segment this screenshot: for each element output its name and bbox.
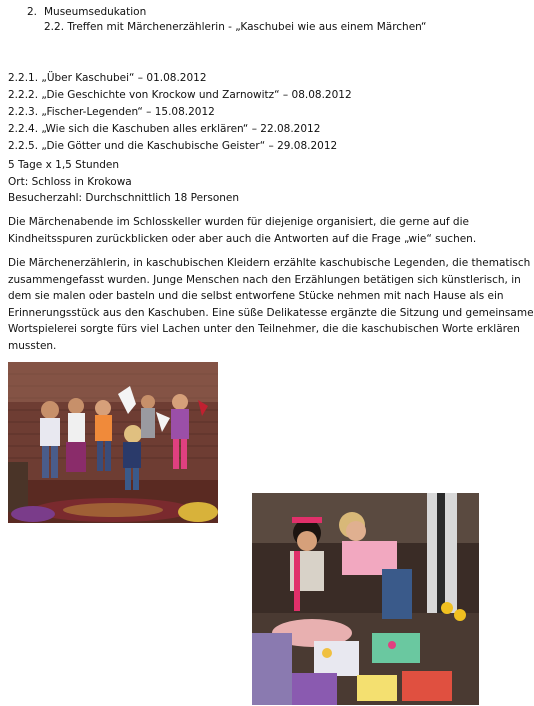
event-item: 2.2.5. „Die Götter und die Kaschubische Geister“ – 29.08.2012 <box>8 140 338 152</box>
visitors-text: Besucherzahl: Durchschnittlich 18 Personen <box>8 192 240 204</box>
intro-paragraph <box>8 214 476 247</box>
duration-text: 5 Tage x 1,5 Stunden <box>8 159 120 171</box>
event-list <box>8 70 352 155</box>
event-item: 2.2.1. „Über Kaschubei“ – 01.08.2012 <box>8 72 207 84</box>
section-number: 2. <box>27 6 38 18</box>
subsection-heading: 2.2. Treffen mit Märchenerzählerin - „Kaschubei wie aus einem Märchen“ <box>44 21 427 33</box>
photo-illustration <box>8 362 218 523</box>
paragraph-line: Die Märchenerzählerin, in kaschubischen Kleidern erzählte kaschubische Legenden, die thematisch <box>8 257 531 269</box>
event-item: 2.2.3. „Fischer-Legenden“ – 15.08.2012 <box>8 106 215 118</box>
children-crafting-photo <box>252 493 479 705</box>
paragraph-line: Erinnerungsstück aus den Kaschuben. Eine süße Delikatesse ergänzte die Sitzung und gemeinsame <box>8 306 534 319</box>
photo-illustration <box>252 493 479 705</box>
description-paragraph <box>8 255 534 354</box>
section-heading <box>27 5 146 19</box>
paragraph-line: mussten. <box>8 339 57 352</box>
paragraph-line: Kindheitsspuren zurückblicken oder aber auch die Antworten auf die Frage „wie“ suchen. <box>8 232 477 245</box>
paragraph-line: dem sie malen oder basteln und die selbst entworfene Stücke nehmen mit nach Hause als ein <box>8 290 504 302</box>
children-brick-wall-photo <box>8 362 218 523</box>
paragraph-line: Die Märchenabende im Schlosskeller wurden für diejenige organisiert, die gerne auf die <box>8 216 469 228</box>
section-title: Museumsedukation <box>44 6 147 18</box>
location-text: Ort: Schloss in Krokowa <box>8 175 132 188</box>
paragraph-line: zusammengefasst wurden. Junge Menschen nach den Erzählungen betätigen sich künstlerisch, in <box>8 273 521 286</box>
paragraph-line: Wortspielerei sorgte fürs viel Lachen unter den Teilnehmer, die die kaschubischen Worte erklären <box>8 323 520 335</box>
event-item: 2.2.4. „Wie sich die Kaschuben alles erklären“ – 22.08.2012 <box>8 123 321 135</box>
event-item: 2.2.2. „Die Geschichte von Krockow und Zarnowitz“ – 08.08.2012 <box>8 89 352 101</box>
event-info <box>8 157 239 207</box>
